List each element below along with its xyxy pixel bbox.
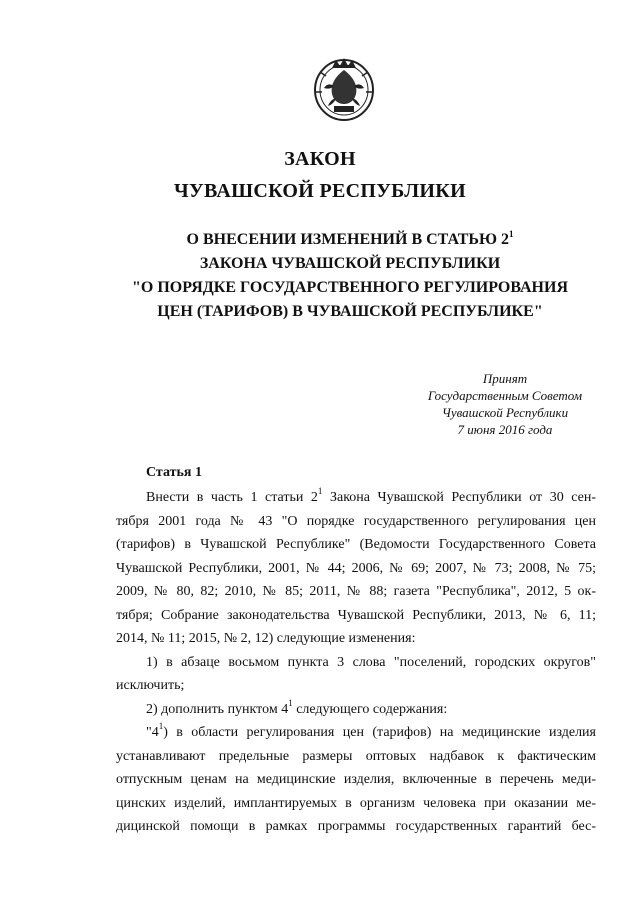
adoption-line-2: Государственным Советом [427,388,583,403]
body-line: "$4^1$) в области регулирования цен (тарифов) на медицинские изделия [146,721,596,740]
body-line: Чувашской Республики, 2001, № 44; 2006, № 69; 2007, № 73; 2008, № 75; [116,560,596,576]
emblem-base [334,106,354,112]
adoption-line-1: Принят [482,371,528,386]
republic-title: ЧУВАШСКОЙ РЕСПУБЛИКИ [174,180,466,202]
emblem-crown [332,58,356,68]
subtitle-line-4: ЦЕН (ТАРИФОВ) В ЧУВАШСКОЙ РЕСПУБЛИКЕ" [157,303,543,320]
article-heading: Статья 1 [146,465,202,480]
adoption-line-3: Чувашской Республики [441,405,569,420]
body-line: 2014, № 11; 2015, № 2, 12) следующие изменения: [116,631,416,646]
body-line: Внести в часть 1 статьи $2^1$ Закона Чувашской Республики от 30 сен- [146,486,596,505]
body-line: отпускным ценам на медицинские изделия, включенные в перечень меди- [116,772,596,787]
body-line: исключить; [116,678,185,693]
body-line: тября 2001 года № 43 "О порядке государственного регулирования цен [116,513,596,529]
body-line: цинских изделий, имплантируемых в организм человека при оказании ме- [116,795,596,811]
body-line: 2) дополнить пунктом $4^1$ следующего содержания: [146,697,448,717]
law-title: ЗАКОН [284,148,356,170]
subtitle-line-3: "О ПОРЯДКЕ ГОСУДАРСТВЕННОГО РЕГУЛИРОВАНИЯ [132,279,568,296]
article-body [116,486,596,839]
adoption-date: 7 июня 2016 года [457,422,553,437]
subtitle-line-1: О ВНЕСЕНИИ ИЗМЕНЕНИЙ В СТАТЬЮ $2^1$ [186,229,514,248]
body-line: 1) в абзаце восьмом пункта 3 слова "поселений, городских округов" [146,654,596,670]
body-line: дицинской помощи в рамках программы государственных гарантий бес- [116,819,596,834]
body-line: (тарифов) в Чувашской Республике" (Ведомости Государственного Совета [116,537,596,552]
body-line: устанавливают предельные размеры оптовых надбавок к фактическим [116,748,596,764]
body-line: 2009, № 80, 82; 2010, № 85; 2011, № 88; газета "Республика", 2012, 5 ок- [116,584,596,599]
subtitle-line-2: ЗАКОНА ЧУВАШСКОЙ РЕСПУБЛИКИ [199,255,501,272]
coat-of-arms-emblem [312,56,376,122]
adoption-note [405,370,605,438]
body-line: тября; Собрание законодательства Чувашской Республики, 2013, № 6, 11; [116,607,596,623]
law-subtitle [60,228,640,324]
